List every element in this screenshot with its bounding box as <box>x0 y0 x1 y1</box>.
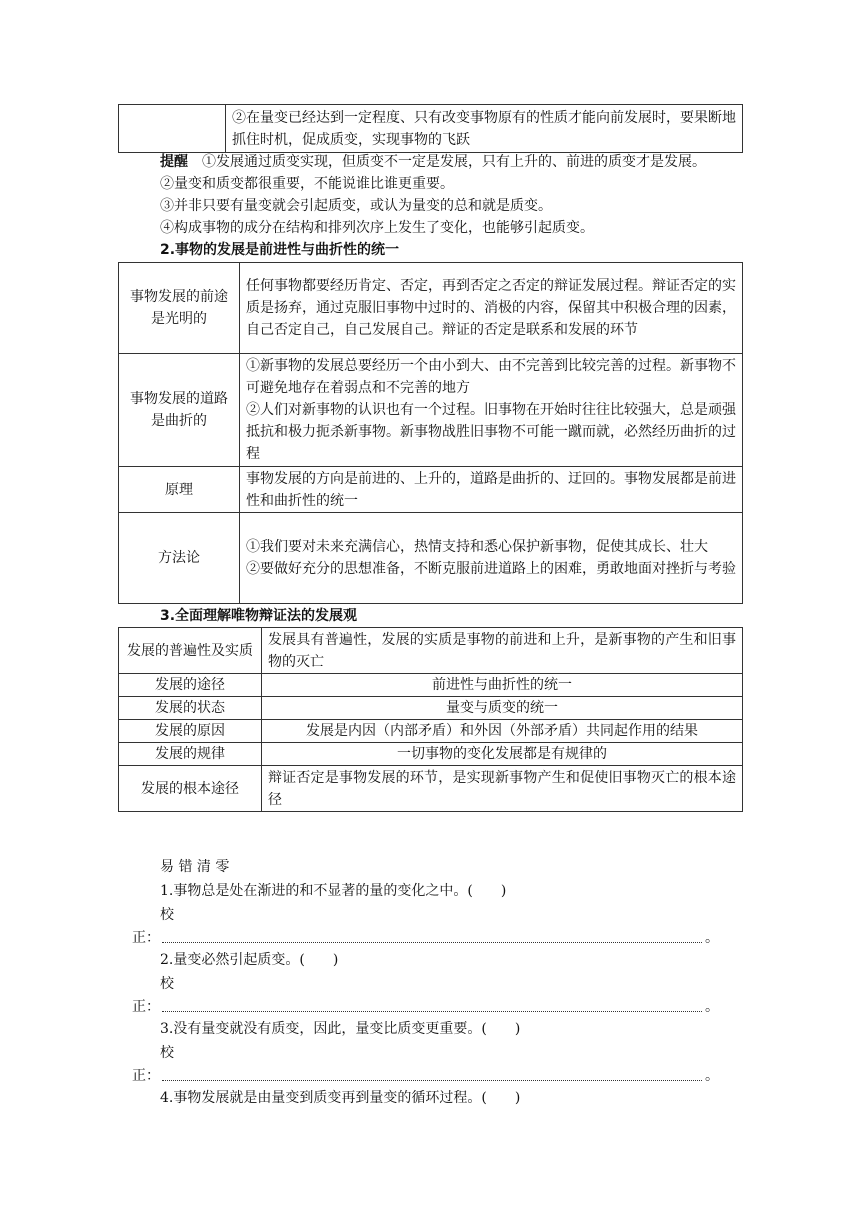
table-row <box>119 513 743 604</box>
table-row <box>119 467 743 513</box>
section3-heading: 3.全面理解唯物辩证法的发展观 <box>160 608 358 624</box>
continuation-table <box>118 104 743 153</box>
end-mark: 。 <box>705 1068 719 1084</box>
error-item-2: 2.量变必然引起质变。( ) <box>160 952 339 968</box>
error-item-1: 1.事物总是处在渐进的和不显著的量的变化之中。( ) <box>160 883 507 899</box>
table-row <box>119 674 743 697</box>
answer-line[interactable] <box>162 1080 702 1081</box>
row-content: 辩证否定是事物发展的环节，是实现新事物产生和促使旧事物灭亡的根本途径 <box>262 766 743 812</box>
row-content: 前进性与曲折性的统一 <box>262 674 743 697</box>
row-content: 一切事物的变化发展都是有规律的 <box>262 743 743 766</box>
table-cell: ②在量变已经达到一定程度、只有改变事物原有的性质才能向前发展时，要果断地抓住时机，促成质变，实现事物的飞跃 <box>226 105 743 153</box>
row-label: 发展的规律 <box>119 743 262 766</box>
correction-label-top: 校 <box>160 976 174 992</box>
table-row <box>119 766 743 812</box>
row-content: 量变与质变的统一 <box>262 697 743 720</box>
row-label: 发展的途径 <box>119 674 262 697</box>
row-label: 发展的状态 <box>119 697 262 720</box>
empty-cell <box>119 105 226 153</box>
tip-line-4: ④构成事物的成分在结构和排列次序上发生了变化，也能够引起质变。 <box>160 220 594 236</box>
correction-label-top: 校 <box>160 907 174 923</box>
row-label: 发展的普遍性及实质 <box>119 628 262 674</box>
correction-label-bottom: 正： <box>132 999 160 1015</box>
row-label: 发展的原因 <box>119 720 262 743</box>
row-label: 发展的根本途径 <box>119 766 262 812</box>
correction-label-bottom: 正： <box>132 930 160 946</box>
row-content: ①我们要对未来充满信心，热情支持和悉心保护新事物，促使其成长、壮大 ②要做好充分的思想准备，不断克服前进道路上的困难，勇敢地面对挫折与考验 <box>240 513 743 604</box>
section2-heading: 2.事物的发展是前进性与曲折性的统一 <box>160 242 400 258</box>
error-item-3: 3.没有量变就没有质变，因此，量变比质变更重要。( ) <box>160 1021 521 1037</box>
row-content: 任何事物都要经历肯定、否定，再到否定之否定的辩证发展过程。辩证否定的实质是扬弃，通过克服旧事物中过时的、消极的内容，保留其中积极合理的因素，自己否定自己，自己发展自己。辩证的否定是联系和发展的环节 <box>240 263 743 354</box>
error-item-4: 4.事物发展就是由量变到质变再到量变的循环过程。( ) <box>160 1090 521 1106</box>
row-label: 事物发展的道路是曲折的 <box>119 354 240 467</box>
table-row <box>119 354 743 467</box>
answer-line[interactable] <box>162 1011 702 1012</box>
section2-table <box>118 262 743 604</box>
end-mark: 。 <box>705 930 719 946</box>
section3-table <box>118 627 743 812</box>
tip-line-1 <box>160 152 706 172</box>
end-mark: 。 <box>705 999 719 1015</box>
row-label: 原理 <box>119 467 240 513</box>
errors-title: 易 错 清 零 <box>160 859 230 875</box>
row-content: 发展是内因（内部矛盾）和外因（外部矛盾）共同起作用的结果 <box>262 720 743 743</box>
row-label: 事物发展的前途是光明的 <box>119 263 240 354</box>
table-row <box>119 743 743 766</box>
table-row <box>119 697 743 720</box>
table-row <box>119 720 743 743</box>
table-row <box>119 628 743 674</box>
correction-label-bottom: 正： <box>132 1068 160 1084</box>
row-label: 方法论 <box>119 513 240 604</box>
tip-line-2: ②量变和质变都很重要，不能说谁比谁更重要。 <box>160 176 454 192</box>
row-content: ①新事物的发展总要经历一个由小到大、由不完善到比较完善的过程。新事物不可避免地存在着弱点和不完善的地方 ②人们对新事物的认识也有一个过程。旧事物在开始时往往比较强大，总是顽强抵抗和极力扼杀新事物。新事物战胜旧事物不可能一蹴而就，必然经历曲折的过程 <box>240 354 743 467</box>
correction-label-top: 校 <box>160 1045 174 1061</box>
tip-text: ①发展通过质变实现，但质变不一定是发展，只有上升的、前进的质变才是发展。 <box>202 154 706 170</box>
tip-line-3: ③并非只要有量变就会引起质变，或认为量变的总和就是质变。 <box>160 198 552 214</box>
answer-line[interactable] <box>162 942 702 943</box>
row-content: 事物发展的方向是前进的、上升的，道路是曲折的、迂回的。事物发展都是前进性和曲折性的统一 <box>240 467 743 513</box>
row-content: 发展具有普遍性，发展的实质是事物的前进和上升，是新事物的产生和旧事物的灭亡 <box>262 628 743 674</box>
tip-label: 提醒 <box>160 154 188 170</box>
table-row <box>119 263 743 354</box>
